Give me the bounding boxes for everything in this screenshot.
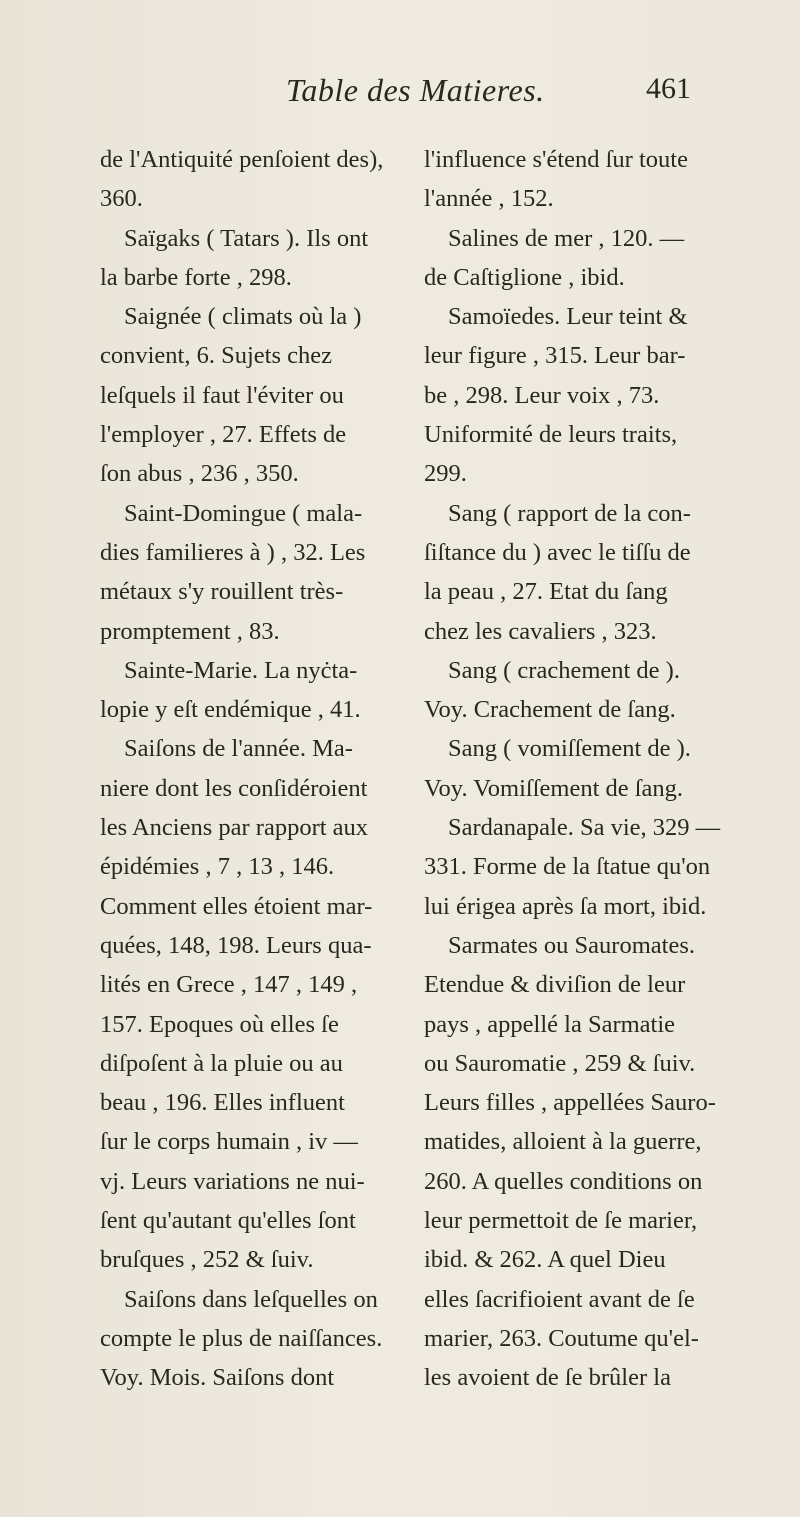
index-line: 260. A quelles conditions on (424, 1167, 703, 1195)
index-line: pays , appellé la Sarmatie (424, 1010, 676, 1038)
index-line: de Caſtiglione , ibid. (424, 263, 625, 291)
index-line: la barbe forte , 298. (100, 263, 292, 291)
index-line: Saignée ( climats où la ) (124, 303, 362, 331)
index-line: 157. Epoques où elles ſe (100, 1010, 339, 1038)
index-line: l'employer , 27. Effets de (100, 421, 347, 449)
index-line: l'influence s'étend ſur toute (424, 146, 688, 173)
index-line: Samoïedes. Leur teint & (448, 303, 688, 331)
running-header (0, 72, 800, 116)
index-line: 360. (100, 185, 143, 213)
page-number: 461 (646, 72, 691, 105)
index-line: chez les cavaliers , 323. (424, 617, 657, 645)
index-line: Sang ( rapport de la con- (448, 499, 691, 527)
index-line: leur figure , 315. Leur bar- (424, 342, 686, 370)
index-line: Saint-Domingue ( mala- (124, 499, 363, 527)
index-line: ſon abus , 236 , 350. (100, 460, 299, 488)
index-line: Saïgaks ( Tatars ). Ils ont (124, 224, 369, 252)
index-column-left (100, 140, 460, 1398)
index-line: l'année , 152. (424, 185, 554, 213)
index-line: elles ſacrifioient avant de ſe (424, 1285, 695, 1313)
index-line: Sardanapale. Sa vie, 329 — (448, 814, 721, 842)
index-line: lui érigea après ſa mort, ibid. (424, 892, 707, 920)
index-line: Sainte-Marie. La nyċta- (124, 656, 358, 684)
index-line: ſent qu'autant qu'elles ſont (100, 1207, 356, 1235)
index-line: la peau , 27. Etat du ſang (424, 578, 668, 606)
index-line: métaux s'y rouillent très- (100, 578, 344, 606)
index-line: de l'Antiquité penſoient des), (100, 146, 384, 173)
index-line: Voy. Mois. Saiſons dont (100, 1364, 335, 1392)
index-line: Uniformité de leurs traits, (424, 421, 678, 449)
index-line: marier, 263. Coutume qu'el- (424, 1324, 699, 1352)
index-line: niere dont les conſidéroient (100, 774, 368, 802)
header-title: Table des Matieres. (286, 72, 545, 108)
index-line: promptement , 83. (100, 617, 280, 645)
index-line: 331. Forme de la ſtatue qu'on (424, 853, 711, 881)
index-line: Saiſons de l'année. Ma- (124, 735, 353, 763)
index-line: ou Sauromatie , 259 & ſuiv. (424, 1049, 696, 1077)
index-line: quées, 148, 198. Leurs qua- (100, 931, 372, 959)
index-line: Voy. Crachement de ſang. (424, 696, 676, 724)
index-line: Saiſons dans leſquelles on (124, 1285, 378, 1313)
index-line: Salines de mer , 120. — (448, 224, 685, 252)
index-line: matides, alloient à la guerre, (424, 1128, 702, 1156)
index-line: lopie y eſt endémique , 41. (100, 696, 361, 724)
index-line: ſur le corps humain , iv — (100, 1128, 358, 1156)
index-line: lités en Grece , 147 , 149 , (100, 971, 358, 999)
index-line: les Anciens par rapport aux (100, 814, 369, 842)
index-line: diſpoſent à la pluie ou au (100, 1049, 343, 1077)
index-line: Sang ( crachement de ). (448, 656, 680, 684)
index-line: leur permettoit de ſe marier, (424, 1207, 698, 1235)
index-line: beau , 196. Elles influent (100, 1089, 345, 1117)
index-line: be , 298. Leur voix , 73. (424, 381, 660, 409)
index-line: les avoient de ſe brûler la (424, 1364, 671, 1392)
index-line: bruſques , 252 & ſuiv. (100, 1246, 314, 1274)
index-line: Etendue & diviſion de leur (424, 971, 686, 999)
index-line: épidémies , 7 , 13 , 146. (100, 853, 335, 881)
index-line: Leurs filles , appellées Sauro- (424, 1089, 716, 1117)
index-line: vj. Leurs variations ne nui- (100, 1167, 365, 1195)
index-line: ſiſtance du ) avec le tiſſu de (424, 538, 691, 566)
index-line: convient, 6. Sujets chez (100, 342, 333, 370)
index-line: 299. (424, 460, 467, 488)
index-line: Sarmates ou Sauromates. (448, 931, 695, 959)
index-line: Comment elles étoient mar- (100, 892, 373, 920)
index-line: Voy. Vomiſſement de ſang. (424, 774, 684, 802)
index-line: leſquels il faut l'éviter ou (100, 381, 344, 409)
index-line: ibid. & 262. A quel Dieu (424, 1246, 666, 1274)
index-line: Sang ( vomiſſement de ). (448, 735, 691, 763)
index-column-right (424, 140, 784, 1398)
index-line: dies familieres à ) , 32. Les (100, 538, 366, 566)
index-line: compte le plus de naiſſances. (100, 1324, 383, 1352)
